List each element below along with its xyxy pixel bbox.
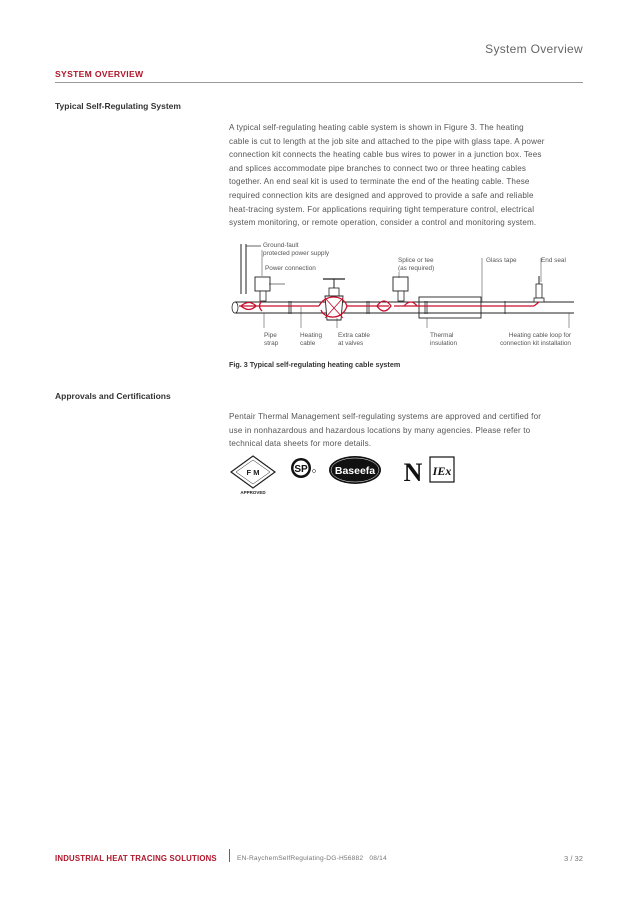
typical-system-paragraph bbox=[229, 121, 585, 230]
paragraph-line: and splices accommodate pipe branches to connect two or three heating cables bbox=[229, 163, 527, 173]
paragraph-line: heat-tracing system. For applications requiring tight temperature control, electrical bbox=[229, 204, 535, 214]
approvals-paragraph bbox=[229, 410, 585, 451]
page-number: 3 / 32 bbox=[564, 854, 583, 863]
svg-text:N: N bbox=[403, 458, 423, 487]
label-ground-fault bbox=[263, 242, 329, 257]
heating-cable bbox=[239, 297, 539, 318]
svg-text:Baseefa: Baseefa bbox=[334, 465, 376, 477]
figure-caption: Fig. 3 Typical self-regulating heating cable system bbox=[229, 360, 401, 369]
label-line: Ground-fault bbox=[263, 242, 299, 249]
splice-box bbox=[393, 277, 408, 301]
paragraph-line: together. An end seal kit is used to terminate the end of the heating cable. These bbox=[229, 177, 530, 187]
label-thermal-insulation bbox=[430, 332, 457, 347]
label-line: Pipe bbox=[264, 332, 277, 339]
label-line: Heating cable loop for bbox=[508, 332, 571, 339]
label-line: protected power supply bbox=[263, 249, 330, 257]
label-extra-cable bbox=[338, 332, 370, 347]
label-heating-cable bbox=[300, 332, 322, 347]
label-line: connection kit installation bbox=[499, 339, 571, 347]
paragraph-line: cable is cut to length at the job site and attached to the pipe with glass tape. A power bbox=[229, 136, 545, 146]
svg-text:F M: F M bbox=[246, 468, 260, 477]
label-pipe-strap bbox=[264, 332, 278, 347]
pipe bbox=[232, 301, 574, 314]
svg-text:IEx: IEx bbox=[432, 464, 452, 478]
label-splice bbox=[398, 257, 434, 272]
paragraph-line: Pentair Thermal Management self-regulating systems are approved and certified for bbox=[229, 412, 542, 421]
label-power-connection: Power connection bbox=[265, 265, 316, 272]
label-line: insulation bbox=[430, 339, 458, 347]
paragraph-line: connection kit connects the heating cable bus wires to power in a junction box. Tees bbox=[229, 150, 542, 160]
label-line: Splice or tee bbox=[398, 257, 434, 264]
end-seal bbox=[534, 276, 544, 302]
baseefa-logo bbox=[329, 456, 381, 484]
section-divider bbox=[55, 82, 583, 83]
iecex-logo bbox=[430, 457, 454, 482]
label-cable-loop bbox=[482, 332, 571, 347]
footer-document-id: EN-RaychemSelfRegulating-DG-H56882 08/14 bbox=[237, 855, 387, 862]
fm-approved-logo bbox=[231, 456, 275, 495]
n-mark-logo bbox=[404, 458, 423, 487]
approvals-heading: Approvals and Certifications bbox=[55, 391, 171, 401]
footer-divider bbox=[229, 849, 230, 862]
paragraph-line: technical data sheets for more details. bbox=[229, 439, 372, 449]
footer-brand: INDUSTRIAL HEAT TRACING SOLUTIONS bbox=[55, 854, 217, 863]
section-title: SYSTEM OVERVIEW bbox=[55, 69, 144, 79]
paragraph-line: required connection kits are designed and approved to provide a safe and reliable bbox=[229, 190, 534, 200]
label-line: Thermal bbox=[430, 332, 454, 339]
page-section-name: System Overview bbox=[485, 42, 583, 56]
csa-logo bbox=[291, 458, 316, 478]
paragraph-line: use in nonhazardous and hazardous locations by many agencies. Please refer to bbox=[229, 425, 531, 435]
paragraph-line: A typical self-regulating heating cable system is shown in Figure 3. The heating bbox=[229, 123, 524, 132]
label-end-seal: End seal bbox=[541, 257, 566, 264]
paragraph-line: system monitoring, or remote operation, consider a control and monitoring system. bbox=[229, 218, 537, 228]
label-glass-tape: Glass tape bbox=[486, 257, 517, 264]
certification-logos bbox=[229, 454, 469, 496]
label-line: Heating bbox=[300, 332, 323, 339]
thermal-insulation bbox=[419, 297, 481, 318]
label-line: cable bbox=[300, 339, 316, 347]
label-line: strap bbox=[264, 339, 279, 347]
typical-system-heading: Typical Self-Regulating System bbox=[55, 101, 181, 111]
label-line: (as required) bbox=[398, 264, 435, 272]
power-connection-box bbox=[255, 277, 285, 301]
label-line: Extra cable bbox=[338, 332, 370, 339]
label-line: at valves bbox=[338, 339, 364, 347]
svg-text:SP: SP bbox=[294, 464, 308, 475]
svg-text:APPROVED: APPROVED bbox=[240, 490, 266, 495]
